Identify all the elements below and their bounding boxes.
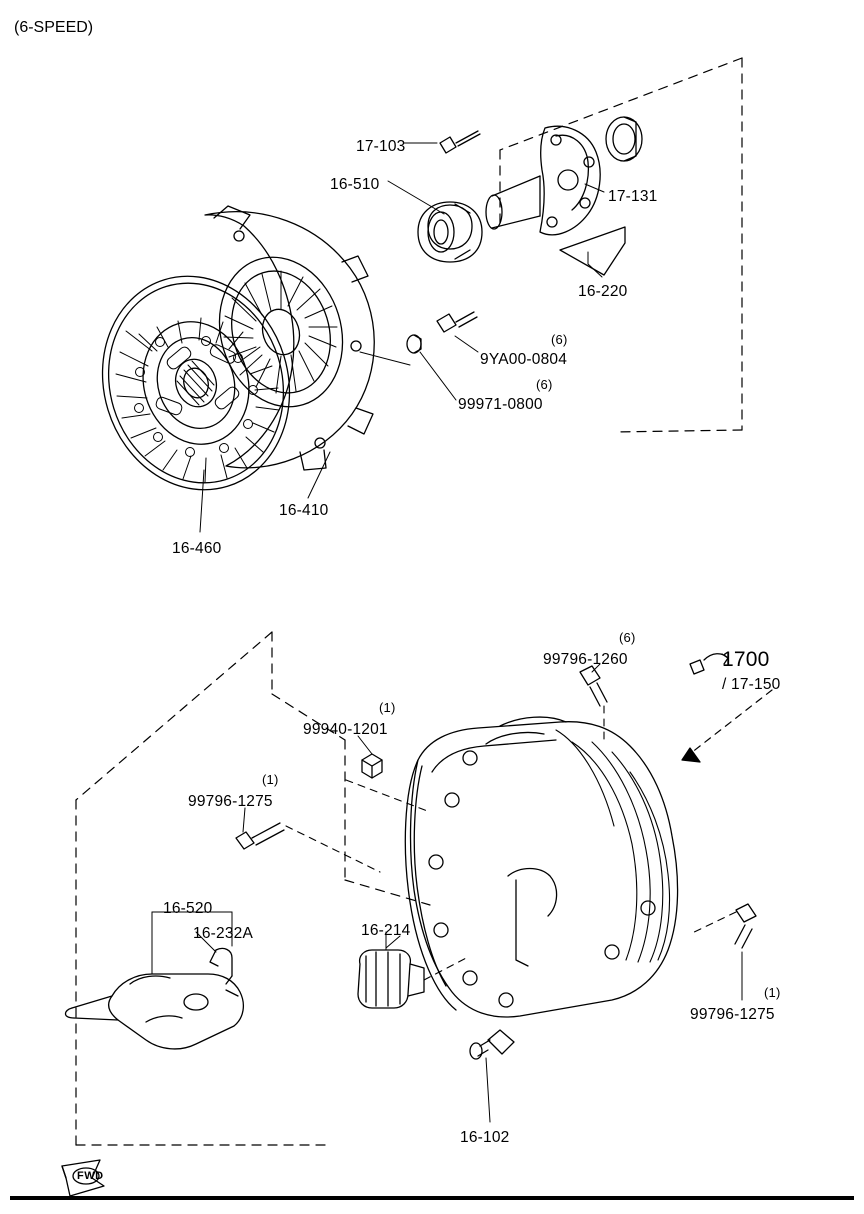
callout-16-520: 16-520: [163, 900, 213, 917]
qty-99796-1260: (6): [619, 630, 636, 645]
callout-17-131: 17-131: [608, 188, 658, 205]
fwd-marker-label: FWD: [77, 1170, 104, 1182]
qty-99796-1275-right: (1): [764, 985, 781, 1000]
qty-99940-1201: (1): [379, 700, 396, 715]
callout-16-220: 16-220: [578, 283, 628, 300]
section-ref-number: 1700: [722, 648, 770, 671]
callout-99796-1260: 99796-1260: [543, 651, 628, 668]
qty-99796-1275-left: (1): [262, 772, 279, 787]
footer-rule: [10, 1196, 854, 1200]
callout-16-410: 16-410: [279, 502, 329, 519]
page-title: (6-SPEED): [14, 19, 94, 36]
callout-17-103: 17-103: [356, 138, 406, 155]
callout-99796-1275-left: 99796-1275: [188, 793, 273, 810]
callout-16-214: 16-214: [361, 922, 411, 939]
callout-16-232a: 16-232A: [193, 925, 254, 942]
callout-99940-1201: 99940-1201: [303, 721, 388, 738]
section-ref-sub: / 17-150: [722, 676, 781, 693]
callout-16-510: 16-510: [330, 176, 380, 193]
callout-9ya00-0804: 9YA00-0804: [480, 351, 568, 368]
callout-16-102: 16-102: [460, 1129, 510, 1146]
callout-99971-0800: 99971-0800: [458, 396, 543, 413]
qty-99971-0800: (6): [536, 377, 553, 392]
callout-16-460: 16-460: [172, 540, 222, 557]
callout-99796-1275-right: 99796-1275: [690, 1006, 775, 1023]
qty-9ya00-0804: (6): [551, 332, 568, 347]
